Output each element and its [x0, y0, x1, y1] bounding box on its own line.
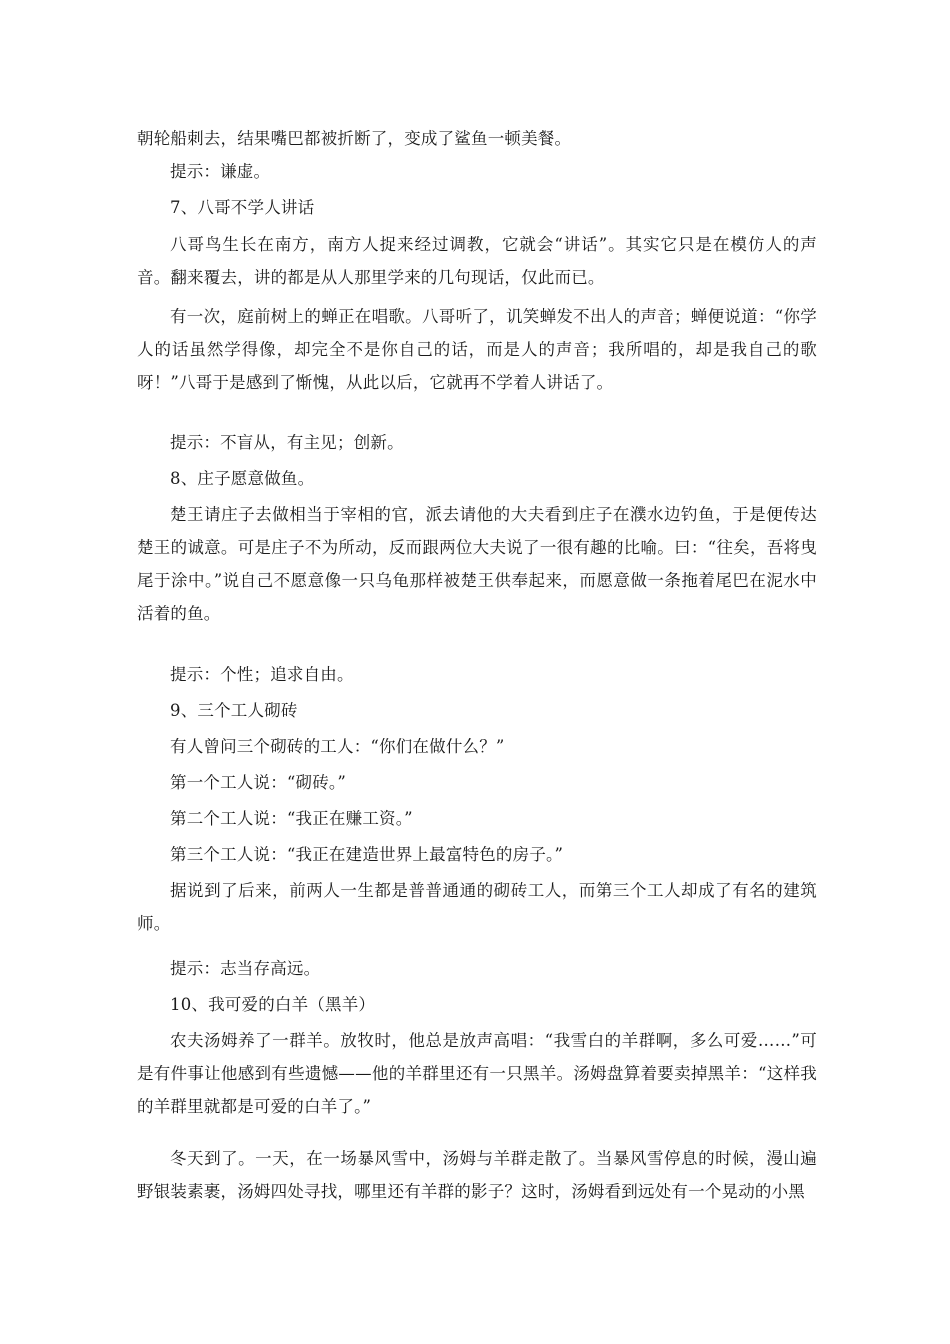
- story-heading-7: 7、八哥不学人讲话: [170, 198, 315, 217]
- story-heading-8: 8、庄子愿意做鱼。: [170, 469, 315, 488]
- story-9-outcome: 据说到了后来，前两人一生都是普普通通的砌砖工人，而第三个工人却成了有名的建筑师。: [137, 881, 817, 933]
- hint-ambition: 提示：志当存高远。: [170, 959, 321, 978]
- story-7-paragraph-1: 八哥鸟生长在南方，南方人捉来经过调教，它就会“讲话”。其实它只是在模仿人的声音。翻来覆去，讲的都是从人那里学来的几句现话，仅此而已。: [137, 235, 817, 287]
- hint-humility: 提示：谦虚。: [170, 162, 271, 181]
- story-heading-10: 10、我可爱的白羊（黑羊）: [170, 995, 376, 1014]
- paragraph-continuation: 朝轮船刺去，结果嘴巴都被折断了，变成了鲨鱼一顿美餐。: [137, 129, 572, 148]
- hint-freedom: 提示：个性；追求自由。: [170, 665, 354, 684]
- story-9-worker-1: 第一个工人说：“砌砖。”: [170, 773, 347, 792]
- story-heading-9: 9、三个工人砌砖: [170, 701, 298, 720]
- story-10-paragraph-2: 冬天到了。一天，在一场暴风雪中，汤姆与羊群走散了。当暴风雪停息的时候，漫山遍野银装素裹，汤姆四处寻找，哪里还有羊群的影子？这时，汤姆看到远处有一个晃动的小黑: [137, 1149, 817, 1201]
- story-10-paragraph-1: 农夫汤姆养了一群羊。放牧时，他总是放声高唱：“我雪白的羊群啊，多么可爱……”可是有件事让他感到有些遗憾——他的羊群里还有一只黑羊。汤姆盘算着要卖掉黑羊：“这样我的羊群里就都是可爱的白羊了。”: [137, 1031, 817, 1116]
- story-7-paragraph-2: 有一次，庭前树上的蝉正在唱歌。八哥听了，讥笑蝉发不出人的声音；蝉便说道：“你学人的话虽然学得像，却完全不是你自己的话，而是人的声音；我所唱的，却是我自己的歌呀！”八哥于是感到了惭愧，从此以后，它就再不学着人讲话了。: [137, 307, 817, 392]
- story-9-worker-3: 第三个工人说：“我正在建造世界上最富特色的房子。”: [170, 845, 564, 864]
- story-8-paragraph: 楚王请庄子去做相当于宰相的官，派去请他的大夫看到庄子在濮水边钓鱼，于是便传达楚王的诚意。可是庄子不为所动，反而跟两位大夫说了一很有趣的比喻。曰：“往矣，吾将曳尾于涂中。”说自己不愿意像一只乌龟那样被楚王供奉起来，而愿意做一条拖着尾巴在泥水中活着的鱼。: [137, 505, 817, 623]
- story-9-question: 有人曾问三个砌砖的工人：“你们在做什么？”: [170, 737, 505, 756]
- hint-independence: 提示：不盲从，有主见；创新。: [170, 433, 404, 452]
- story-9-worker-2: 第二个工人说：“我正在赚工资。”: [170, 809, 413, 828]
